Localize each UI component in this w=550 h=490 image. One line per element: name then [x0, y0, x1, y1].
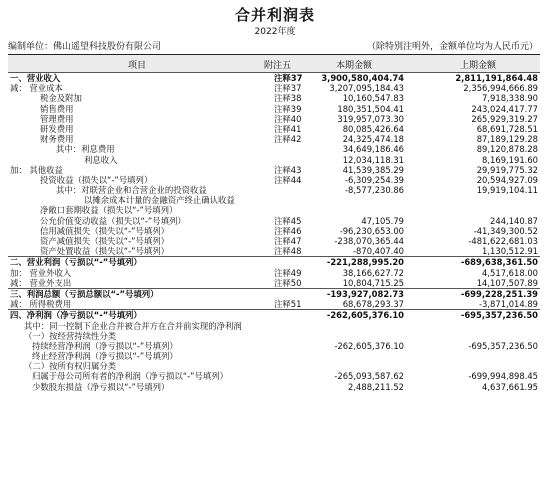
row-label: 减： 所得税费用: [10, 299, 72, 310]
row-note: 注释47: [274, 236, 302, 246]
row-current-amount: 68,678,293.37: [342, 299, 404, 310]
row-current-amount: 10,160,547.83: [342, 93, 404, 104]
row-label: 二、营业利润（亏损以“-”号填列）: [10, 257, 142, 268]
row-note: 注释43: [274, 164, 302, 175]
row-previous-amount: 20,594,927.09: [476, 174, 538, 185]
row-previous-amount: -481,622,681.03: [468, 236, 538, 246]
row-note: 注释50: [274, 277, 302, 288]
row-previous-amount: -695,357,236.50: [460, 310, 538, 321]
table-row: [8, 331, 540, 341]
header-previous: 上期金额: [460, 61, 497, 71]
row-label: 一、营业收入: [10, 73, 61, 83]
table-row: [8, 236, 540, 246]
row-label: （二）按所有权归属分类: [24, 361, 117, 372]
row-label: 少数股东损益（净亏损以“-”号填列）: [32, 381, 170, 392]
row-note: 注释42: [274, 134, 302, 145]
table-row: [8, 246, 540, 256]
income-statement-table: [8, 54, 540, 392]
row-label: 资产减值损失（损失以“-”号填列）: [40, 236, 169, 246]
row-previous-amount: -41,349,300.52: [473, 225, 538, 236]
row-current-amount: -870,407.40: [353, 246, 404, 257]
row-label: 其中：利息费用: [56, 144, 115, 155]
table-row: [8, 226, 540, 236]
row-current-amount: -8,577,230.86: [345, 185, 404, 196]
table-row: [8, 205, 540, 215]
table-row: [8, 361, 540, 371]
row-label: 加： 其他收益: [10, 164, 63, 175]
table-row: [8, 73, 540, 83]
table-row: [8, 216, 540, 226]
row-previous-amount: 2,356,994,666.89: [463, 83, 538, 94]
row-previous-amount: 19,919,104.11: [476, 185, 538, 196]
row-current-amount: 38,166,627.72: [342, 267, 404, 278]
header-note: 附注五: [264, 61, 292, 71]
table-row: [8, 134, 540, 144]
table-row: [8, 256, 540, 267]
company-name: 编制单位：佛山遥望科技股份有限公司: [8, 42, 162, 52]
row-current-amount: 3,207,095,184.43: [329, 83, 404, 94]
table-row: [8, 155, 540, 165]
row-previous-amount: 243,024,417.77: [471, 103, 538, 114]
row-current-amount: -193,927,082.73: [326, 288, 404, 299]
row-previous-amount: 4,517,618.00: [482, 267, 538, 278]
row-note: 注释37: [274, 73, 303, 83]
header-item: 项目: [128, 61, 147, 71]
row-label: 减： 营业外支出: [10, 277, 72, 288]
row-label: 三、利润总额（亏损总额以“-”号填列）: [10, 288, 159, 299]
row-previous-amount: 89,120,878.28: [476, 144, 538, 155]
row-label: 税金及附加: [40, 93, 82, 104]
row-label: 持续经营净利润（净亏损以“-”号填列）: [32, 340, 178, 351]
table-row: [8, 83, 540, 93]
table-row: [8, 124, 540, 134]
row-note: 注释40: [274, 113, 302, 124]
row-note: 注释37: [274, 83, 302, 94]
row-previous-amount: -3,871,014.89: [479, 299, 538, 310]
row-label: 财务费用: [40, 134, 74, 145]
header-current: 本期金额: [336, 61, 373, 71]
row-previous-amount: 2,811,191,864.48: [455, 73, 538, 83]
row-current-amount: 2,488,211.52: [348, 381, 404, 392]
table-header: [8, 55, 540, 73]
row-current-amount: 3,900,580,404.74: [321, 73, 404, 83]
row-label: 减： 营业成本: [10, 83, 63, 94]
row-current-amount: 24,325,474.18: [342, 134, 404, 145]
statement-period: 2022年度: [254, 27, 296, 37]
row-note: 注释38: [274, 93, 302, 104]
row-note: 注释44: [274, 174, 302, 185]
row-previous-amount: -695,357,236.50: [468, 340, 538, 351]
statement-title: 合并利润表: [234, 6, 315, 24]
table-body: [8, 73, 540, 392]
row-label: 加： 营业外收入: [10, 267, 72, 278]
table-row: [8, 288, 540, 299]
row-previous-amount: 4,637,661.95: [482, 381, 538, 392]
row-note: 注释41: [274, 123, 302, 134]
table-row: [8, 195, 540, 205]
unit-note: （除特别注明外，金额单位均为人民币元）: [366, 42, 538, 52]
table-row: [8, 351, 540, 361]
row-note: 注释51: [274, 299, 302, 310]
row-previous-amount: -699,228,251.39: [460, 288, 538, 299]
row-note: 注释49: [274, 267, 302, 278]
table-row: [8, 144, 540, 154]
table-row: [8, 382, 540, 392]
row-current-amount: 80,085,426.64: [342, 123, 404, 134]
row-label: 四、净利润（净亏损以“-”号填列）: [10, 310, 142, 321]
row-label: 利息收入: [84, 154, 118, 165]
table-row: [8, 321, 540, 331]
table-row: [8, 278, 540, 288]
row-label: 终止经营净利润（净亏损以“-”号填列）: [32, 351, 178, 362]
row-label: 其中：同一控制下企业合并被合并方在合并前实现的净利润: [24, 320, 242, 331]
row-current-amount: -262,605,376.10: [326, 310, 404, 321]
row-previous-amount: 1,130,512.91: [482, 246, 538, 257]
row-label: 销售费用: [40, 103, 74, 114]
row-current-amount: -238,070,365.44: [334, 236, 404, 246]
row-label: 其中：对联营企业和合营企业的投资收益: [56, 185, 207, 196]
row-current-amount: 12,034,118.31: [342, 154, 404, 165]
row-label: 管理费用: [40, 113, 74, 124]
row-previous-amount: 244,140.87: [490, 215, 538, 226]
row-label: 公允价值变动收益（损失以“-”号填列）: [40, 215, 186, 226]
table-row: [8, 299, 540, 309]
row-current-amount: -265,093,587.62: [334, 371, 404, 382]
table-row: [8, 185, 540, 195]
table-row: [8, 309, 540, 320]
row-current-amount: 10,804,715.25: [342, 277, 404, 288]
row-current-amount: 47,105.79: [361, 215, 404, 226]
row-previous-amount: -699,994,898.45: [468, 371, 538, 382]
row-note: 注释39: [274, 103, 302, 114]
row-label: 资产处置收益（损失以“-”号填列）: [40, 246, 169, 257]
row-label: （一）按经营持续性分类: [24, 330, 117, 341]
row-label: 信用减值损失（损失以“-”号填列）: [40, 225, 169, 236]
row-previous-amount: 68,691,728.51: [476, 123, 538, 134]
row-note: 注释46: [274, 225, 302, 236]
row-label: 投资收益（损失以“-”号填列）: [40, 174, 153, 185]
row-current-amount: 34,649,186.46: [342, 144, 404, 155]
row-label: 净敞口套期收益（损失以“-”号填列）: [40, 205, 178, 216]
row-previous-amount: 265,929,319.27: [471, 113, 538, 124]
row-label: 以摊余成本计量的金融资产终止确认收益: [84, 195, 235, 206]
table-row: [8, 104, 540, 114]
row-previous-amount: 7,918,338.90: [482, 93, 538, 104]
table-row: [8, 165, 540, 175]
table-row: [8, 93, 540, 103]
row-previous-amount: -689,638,361.50: [460, 257, 538, 268]
table-row: [8, 371, 540, 381]
row-previous-amount: 14,107,507.89: [476, 277, 538, 288]
row-current-amount: 180,351,504.41: [337, 103, 404, 114]
row-current-amount: 41,539,385.29: [342, 164, 404, 175]
row-previous-amount: 87,189,129.28: [476, 134, 538, 145]
row-current-amount: -262,605,376.10: [334, 340, 404, 351]
row-label: 研发费用: [40, 123, 74, 134]
row-label: 归属于母公司所有者的净利润（净亏损以“-”号填列）: [32, 371, 228, 382]
table-row: [8, 341, 540, 351]
row-current-amount: 319,957,073.30: [337, 113, 404, 124]
row-current-amount: -96,230,653.00: [339, 225, 404, 236]
table-row: [8, 268, 540, 278]
row-previous-amount: 29,919,775.32: [476, 164, 538, 175]
table-row: [8, 114, 540, 124]
table-row: [8, 175, 540, 185]
row-current-amount: -6,309,254.39: [345, 174, 404, 185]
row-note: 注释45: [274, 215, 302, 226]
row-note: 注释48: [274, 246, 302, 257]
row-previous-amount: 8,169,191.60: [482, 154, 538, 165]
row-current-amount: -221,288,995.20: [326, 257, 404, 268]
